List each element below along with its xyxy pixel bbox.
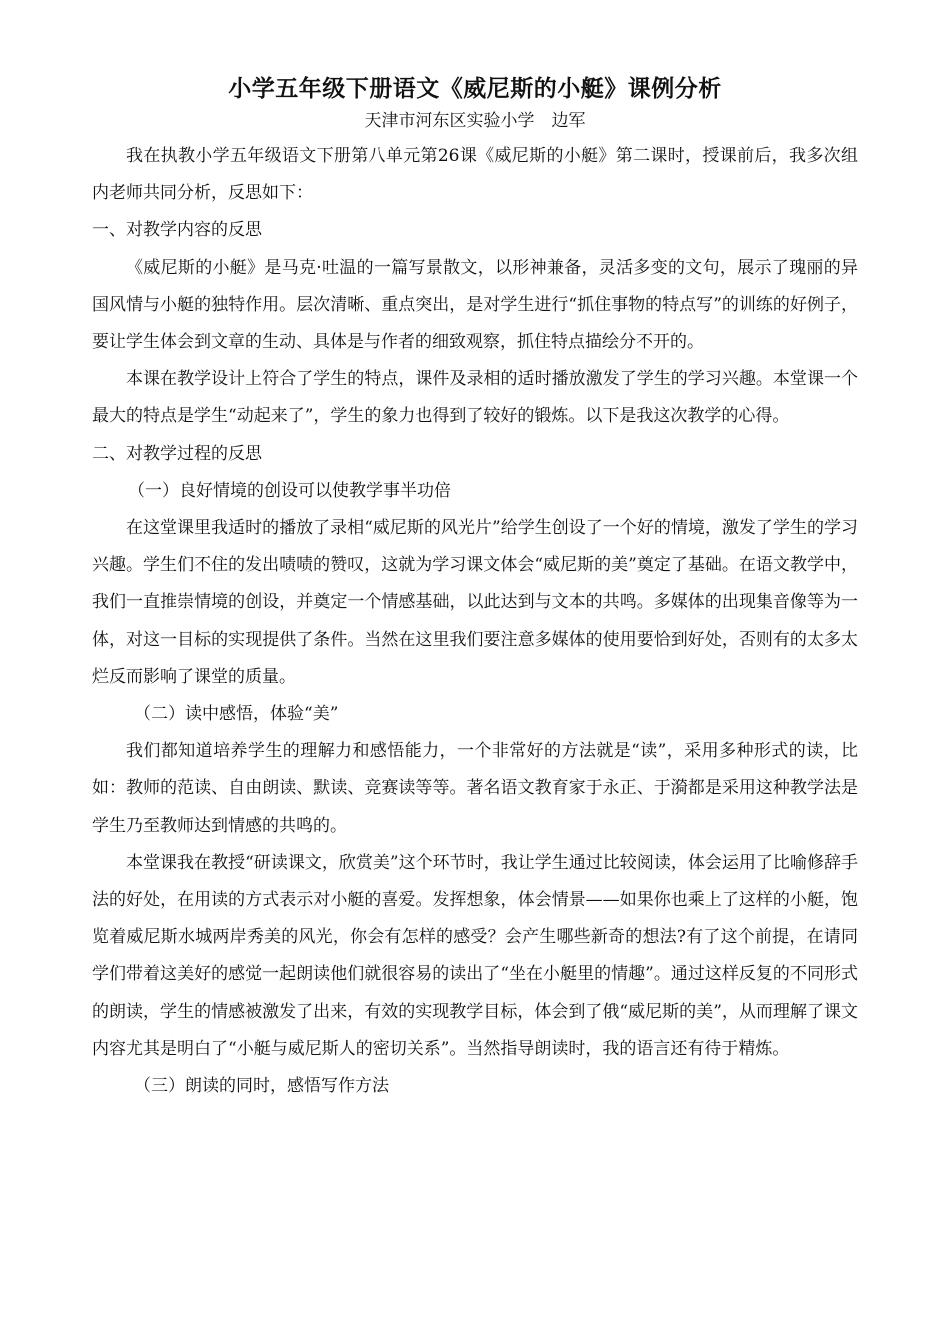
subsection-2-paragraph-1: 我们都知道培养学生的理解力和感悟能力，一个非常好的方法就是“读”，采用多种形式的读，比如：教师的范读、自由朗读、默读、竞赛读等等。著名语文教育家于永正、于漪都是采用这种教学法是学生乃至教师达到情感的共鸣的。 (92, 741, 858, 836)
subsection-1-heading: （一）良好情境的创设可以使教学事半功倍 (128, 480, 451, 501)
subsection-2-paragraph-2: 本堂课我在教授“研读课文，欣赏美”这个环节时，我让学生通过比较阅读，体会运用了比喻修辞手法的好处，在用读的方式表示对小艇的喜爱。发挥想象，体会情景——如果你也乘上了这样的小艇，饱览着威尼斯水城两岸秀美的风光，你会有怎样的感受？会产生哪些新奇的想法?有了这个前提，在请同学们带着这美好的感觉一起朗读他们就很容易的读出了“坐在小艇里的情趣”。通过这样反复的不同形式的朗读，学生的情感被激发了出来，有效的实现教学目标，体会到了俄“威尼斯的美”，从而理解了课文内容尤其是明白了“小艇与威尼斯人的密切关系”。当然指导朗读时，我的语言还有待于精炼。 (92, 852, 858, 1059)
section-1-paragraph-2: 本课在教学设计上符合了学生的特点，课件及录相的适时播放激发了学生的学习兴趣。本堂课一个最大的特点是学生“动起来了”，学生的象力也得到了较好的锻炼。以下是我这次教学的心得。 (92, 369, 858, 427)
section-1-heading: 一、对教学内容的反思 (92, 220, 262, 241)
document-title: 小学五年级下册语文《威尼斯的小艇》课例分析 (228, 75, 722, 102)
subsection-1-paragraph-1: 在这堂课里我适时的播放了录相“威尼斯的风光片”给学生创设了一个好的情境，激发了学生的学习兴趣。学生们不住的发出啧啧的赞叹，这就为学习课文体会“威尼斯的美”奠定了基础。在语文教学中，我们一直推崇情境的创设，并奠定一个情感基础，以此达到与文本的共鸣。多媒体的出现集音像等为一体，对这一目标的实现提供了条件。当然在这里我们要注意多媒体的使用要恰到好处，否则有的太多太烂反而影响了课堂的质量。 (92, 518, 858, 687)
subsection-3-heading: （三）朗读的同时，感悟写作方法 (134, 1076, 389, 1097)
document-body (92, 72, 858, 1105)
document-author: 天津市河东区实验小学 边军 (364, 111, 586, 131)
subsection-2-heading: （二）读中感悟，体验“美” (134, 704, 339, 725)
intro-paragraph: 我在执教小学五年级语文下册第八单元第26课《威尼斯的小艇》第二课时，授课前后，我多次组内老师共同分析，反思如下： (92, 146, 858, 204)
section-1-paragraph-1: 《威尼斯的小艇》是马克·吐温的一篇写景散文，以形神兼备，灵活多变的文句，展示了瑰丽的异国风情与小艇的独特作用。层次清晰、重点突出，是对学生进行“抓住事物的特点写”的训练的好例子，要让学生体会到文章的生动、具体是与作者的细致观察，抓住特点描绘分不开的。 (92, 257, 858, 353)
section-2-heading: 二、对教学过程的反思 (92, 443, 262, 464)
